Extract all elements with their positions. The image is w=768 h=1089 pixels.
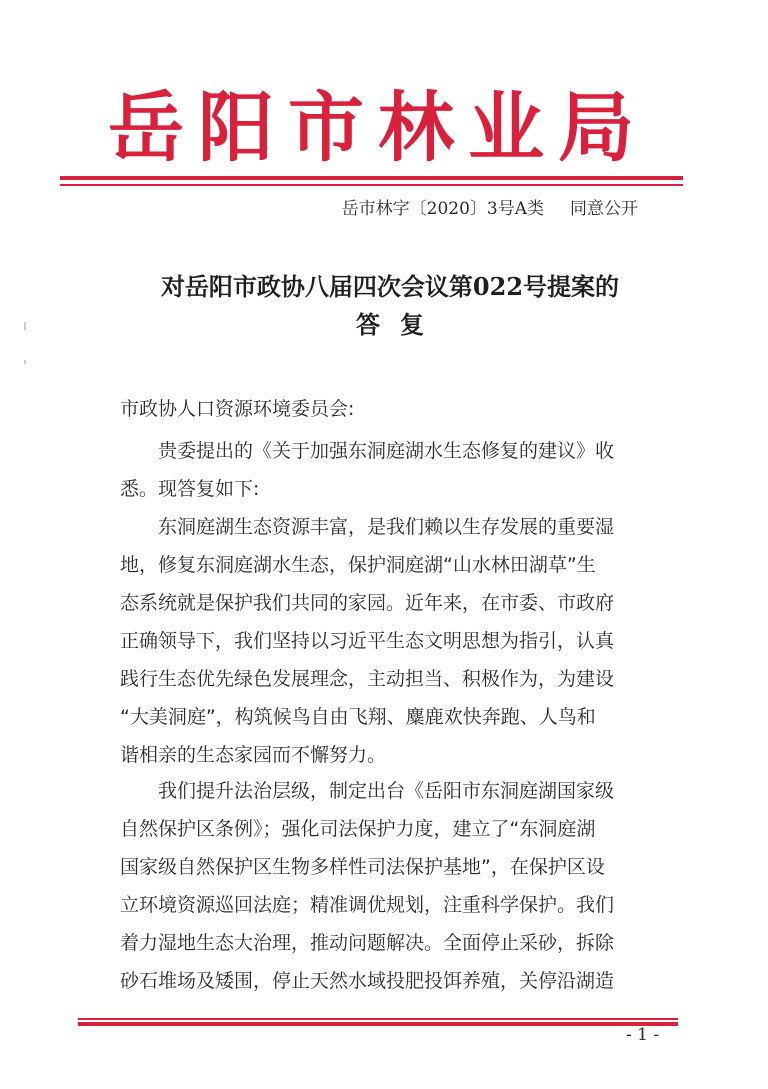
footer-rule-thick	[78, 1022, 678, 1026]
doc-number-line	[342, 196, 638, 222]
page-number: - 1 -	[626, 1025, 660, 1045]
paragraph-line: 谐相亲的生态家园而不懈努力。	[120, 744, 387, 766]
letterhead-rule-thick	[60, 176, 683, 180]
scan-margin-mark	[24, 322, 26, 330]
paragraph-line: 我们提升法治层级，制定出台《岳阳市东洞庭湖国家级	[158, 780, 615, 802]
disclosure-status: 同意公开	[570, 199, 638, 219]
doc-number: 岳市林字〔2020〕3号A类	[341, 199, 544, 219]
letterhead-org-name: 岳阳市林业局	[108, 83, 648, 172]
paragraph-line: 东洞庭湖生态资源丰富，是我们赖以生存发展的重要湿	[158, 516, 615, 538]
paragraph-line: “大美洞庭”，构筑候鸟自由飞翔、麋鹿欢快奔跑、人鸟和	[120, 706, 596, 728]
addressee: 市政协人口资源环境委员会:	[120, 398, 355, 420]
footer-rule-thin	[78, 1018, 678, 1020]
paragraph-line: 悉。现答复如下:	[120, 478, 260, 500]
paragraph-line: 立环境资源巡回法庭；精准调优规划，注重科学保护。我们	[120, 894, 615, 916]
document-title-line2: 答复	[356, 310, 444, 339]
document-title-line1: 对岳阳市政协八届四次会议第022号提案的	[160, 272, 620, 301]
paragraph-2	[120, 508, 692, 774]
document-title	[100, 268, 680, 344]
paragraph-line: 地，修复东洞庭湖水生态，保护洞庭湖“山水林田湖草”生	[120, 554, 596, 576]
letterhead-rule-thin	[60, 184, 683, 186]
paragraph-line: 着力湿地生态大治理，推动问题解决。全面停止采砂，拆除	[120, 932, 615, 954]
paragraph-line: 贵委提出的《关于加强东洞庭湖水生态修复的建议》收	[158, 440, 615, 462]
scan-margin-mark	[24, 360, 26, 364]
paragraph-line: 践行生态优先绿色发展理念，主动担当、积极作为，为建设	[120, 668, 615, 690]
paragraph-3	[120, 772, 692, 1000]
paragraph-line: 砂石堆场及矮围，停止天然水域投肥投饵养殖，关停沿湖造	[120, 970, 615, 992]
paragraph-line: 自然保护区条例》；强化司法保护力度，建立了“东洞庭湖	[120, 818, 596, 840]
paragraph-line: 正确领导下，我们坚持以习近平生态文明思想为指引，认真	[120, 630, 615, 652]
paragraph-line: 态系统就是保护我们共同的家园。近年来，在市委、市政府	[120, 592, 615, 614]
paragraph-line: 国家级自然保护区生物多样性司法保护基地”，在保护区设	[120, 856, 605, 878]
paragraph-1	[120, 432, 692, 508]
